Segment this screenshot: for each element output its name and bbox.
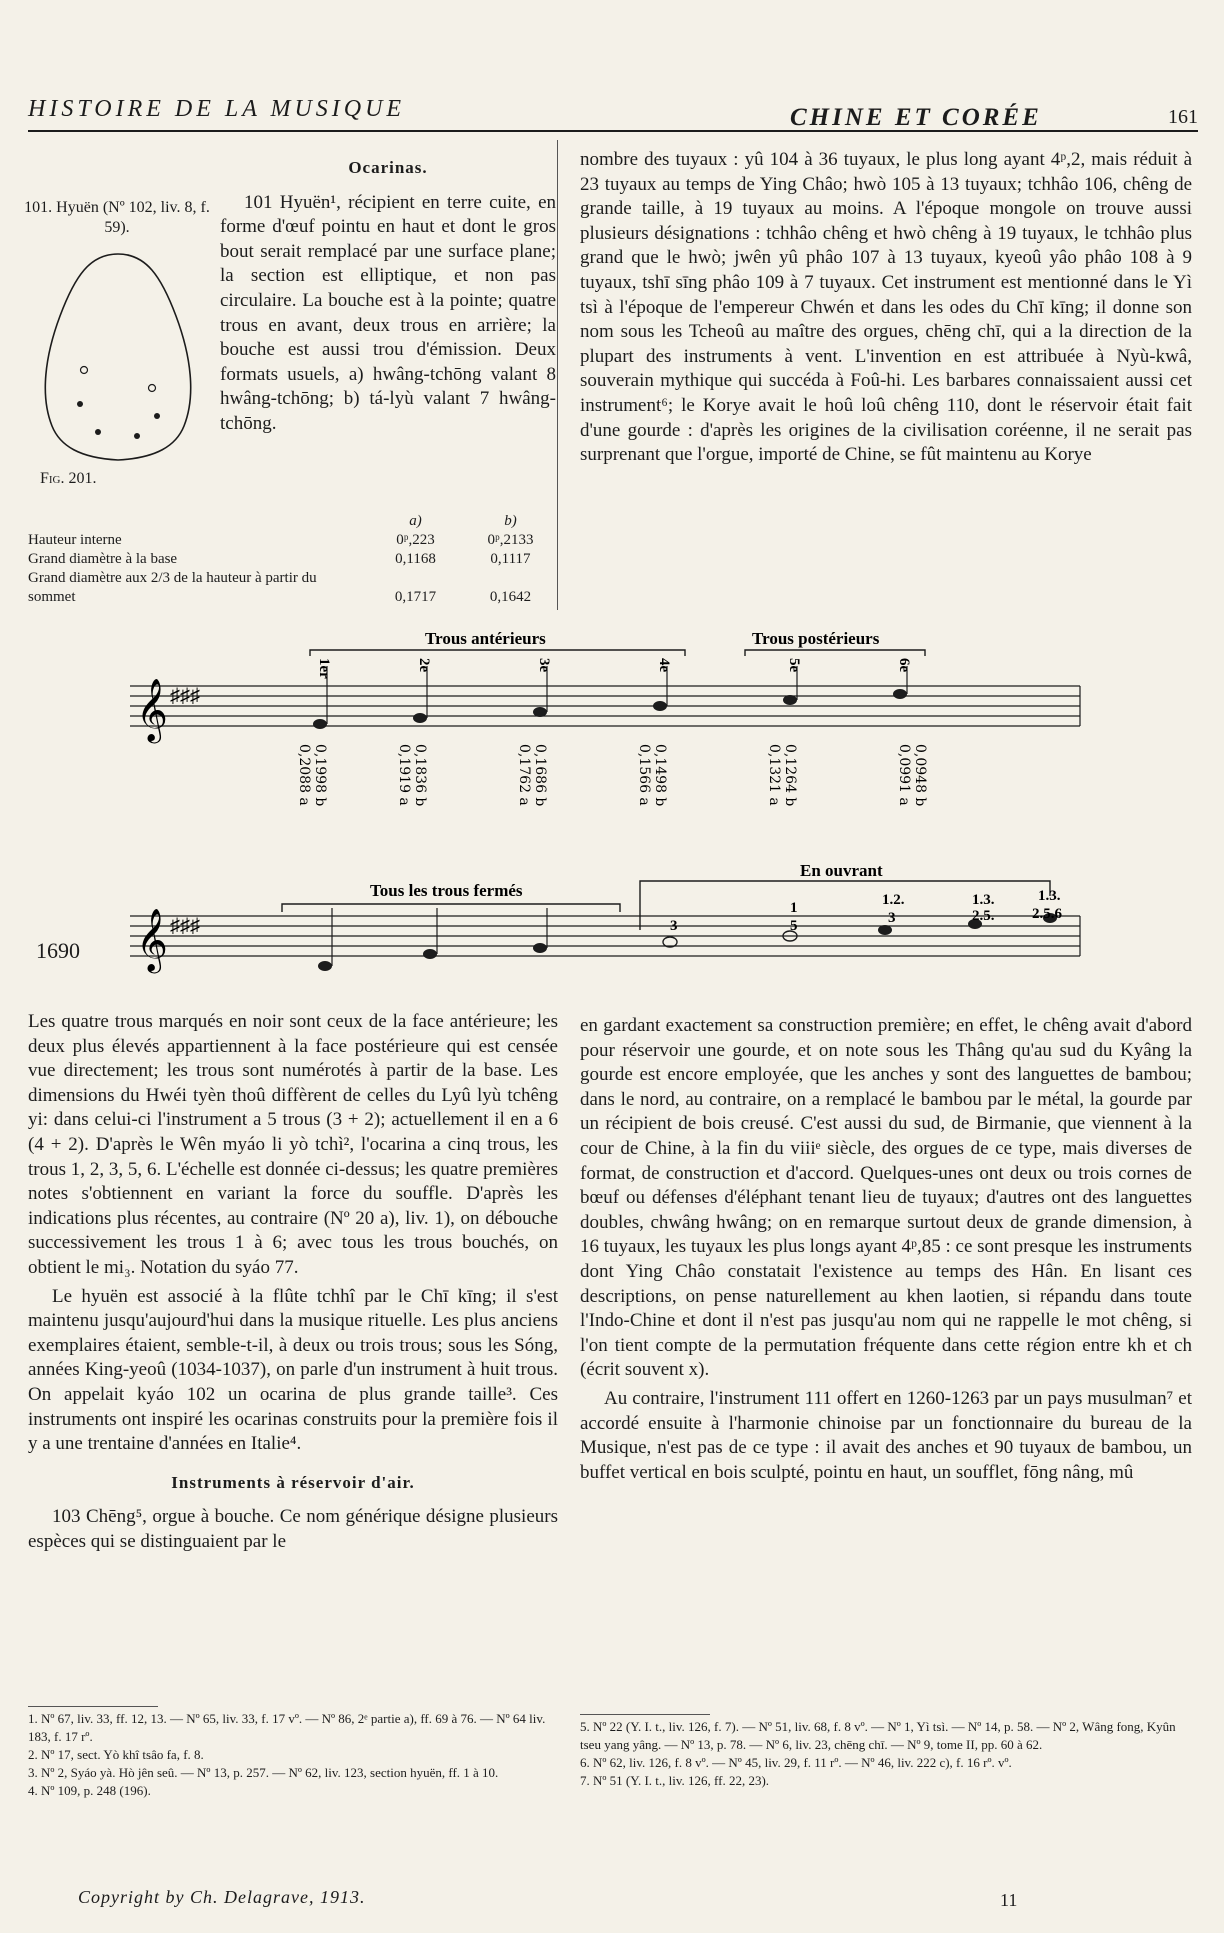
right-col-bottom	[580, 1014, 1192, 1489]
footnote-rule	[580, 1714, 710, 1715]
notation-number: 1690	[36, 938, 80, 963]
paragraph-hyuen-history: Le hyuën est associé à la flûte tchhî par le Chī kīng; il s'est maintenu jusqu'aujourd'hui dans la musique rituelle. Les plus anciens exemplaires étaient, semble-t-il, à deux ou trois trous; sous les Sóng, années King-yeoû (1034-1037), on parle d'un instrument à huit trous. On appelait kyáo 102 un ocarina de plus grande taille³. Ces instruments ont inspiré les ocarinas construits pour la première fois il y a une trentaine d'années en Italie⁴.	[28, 1285, 558, 1455]
hole-label: 6e	[896, 658, 912, 673]
footnote: 7. Nº 51 (Y. I. t., liv. 126, ff. 22, 23).	[580, 1773, 770, 1788]
svg-text:0,1321 a: 0,1321 a	[766, 744, 782, 806]
signature-mark: 11	[1000, 1890, 1018, 1910]
svg-text:𝄞: 𝄞	[136, 908, 168, 971]
svg-text:1: 1	[790, 900, 798, 916]
svg-text:0,1566 a: 0,1566 a	[636, 744, 652, 806]
figure-label: Fig. 201.	[40, 470, 97, 487]
label-opening: En ouvrant	[800, 861, 883, 880]
hole-label: 3e	[536, 658, 552, 673]
footnote: 4. Nº 109, p. 248 (196).	[28, 1783, 151, 1798]
opening-marks	[670, 888, 1063, 934]
hole-label: 1er	[316, 658, 332, 679]
hole-dimensions	[296, 744, 928, 806]
svg-text:1.3.: 1.3.	[972, 892, 995, 908]
svg-text:0,1264 b: 0,1264 b	[782, 744, 798, 807]
section-heading-reservoir: Instruments à réservoir d'air.	[171, 1472, 415, 1492]
dimension-table	[28, 512, 558, 607]
label-back-holes: Trous postérieurs	[752, 629, 880, 648]
music-notation	[20, 626, 1200, 986]
svg-text:2.5.6: 2.5.6	[1032, 906, 1062, 922]
hole-label: 2e	[416, 658, 432, 673]
col-a-header: a)	[409, 513, 422, 529]
running-head-right: CHINE ET CORÉE	[790, 104, 1042, 131]
column-divider	[557, 140, 558, 610]
svg-text:♯♯♯: ♯♯♯	[170, 915, 200, 937]
svg-text:1.3.: 1.3.	[1038, 888, 1061, 904]
svg-text:3: 3	[670, 918, 678, 934]
label-front-holes: Trous antérieurs	[425, 629, 546, 648]
section-heading-ocarinas: Ocarinas.	[348, 158, 428, 177]
paragraph-hyuen: 101 Hyuën¹, récipient en terre cuite, en forme d'œuf pointu en haut et dont le gros bout serait remplacé par une surface plane; la section est elliptique, et non pas circulaire. La bouche est à la pointe; quatre trous en avant, deux trous en arrière; la bouche est aussi trou d'émission. Deux formats usuels, a) hwâng-tchōng valant 8 hwâng-tchōng; b) tá-lyù valant 7 hwâng-tchōng.	[220, 191, 556, 434]
figure-caption: 101. Hyuën (Nº 102, liv. 8, f. 59).	[24, 199, 210, 236]
svg-text:0,1919 a: 0,1919 a	[396, 744, 412, 806]
footnote: 2. Nº 17, sect. Yò khî tsâo fa, f. 8.	[28, 1747, 204, 1762]
svg-text:0,0991 a: 0,0991 a	[896, 744, 912, 806]
footnote: 6. Nº 62, liv. 126, f. 8 vº. — Nº 45, liv. 29, f. 11 rº. — Nº 46, liv. 222 c), f. 16 rº. vº.	[580, 1755, 1012, 1770]
svg-text:0,1686 b: 0,1686 b	[532, 744, 548, 807]
page-number: 161	[1168, 106, 1198, 128]
table-row: Grand diamètre aux 2/3 de la hauteur à partir du sommet 0,1717 0,1642	[28, 570, 532, 605]
paragraph-cheng-types: nombre des tuyaux : yû 104 à 36 tuyaux, le plus long ayant 4ᵖ,2, mais réduit à 23 tuyaux au temps de Ying Châo; hwò 105 à 13 tuyaux; tchhâo 106, chêng de grande taille, à 19 tuyaux au moins. A l'époque mongole on trouve aussi plusieurs désignations : tchhâo chêng et hwò chêng à 19 tuyaux, le tchhâo plus grand que le hwò; jwên yû phâo 107 à 13 tuyaux, kyeoû yâo phâo 108 à 9 tuyaux, tshī sīng phâo 109 à 7 tuyaux. Cet instrument est mentionné dans le Yì tsì à l'époque de l'empereur Chwén et dans les odes du Chī kīng; il donne son nom sous les Tcheoû au maître des orgues, chēng chī, qui a la direction de la plupart des instruments à vent. L'invention en est attribuée à Nyù-kwâ, souverain mythique qui succéda à Foû-hi. Les barbares connaissaient aussi cet instrument⁶; le Korye avait le hoû loû chêng 110, dont le réservoir était fait d'une gourde : d'après les origines de la civilisation coréenne, il ne serait pas surprenant que l'orgue, importé de Chine, se fût maintenu au Korye	[580, 149, 1192, 466]
hole-label: 5e	[786, 658, 802, 673]
paragraph-musulman: Au contraire, l'instrument 111 offert en 1260-1263 par un pays musulman⁷ et accordé ensuite à l'harmonie chinoise par un fonctionnaire du bureau de la Musique, n'est pas de ce type : il avait des anches et 90 tuyaux de bambou, un buffet vertical en bois sculpté, pointu en haut, un soufflet, fōng nâng, mû	[580, 1387, 1192, 1483]
svg-text:♯♯♯: ♯♯♯	[170, 685, 200, 707]
hole-numbers	[316, 658, 912, 679]
footnote: 3. Nº 2, Syáo yà. Hò jên seû. — Nº 13, p. 257. — Nº 62, liv. 123, section hyuën, ff. 1 à 10.	[28, 1765, 499, 1780]
header-rule	[28, 130, 1198, 132]
copyright-line: Copyright by Ch. Delagrave, 1913.	[78, 1887, 366, 1907]
svg-text:0,1498 b: 0,1498 b	[652, 744, 668, 807]
table-row: Hauteur interne 0ᵖ,223 0ᵖ,2133	[28, 532, 534, 548]
left-col-bottom	[28, 1010, 558, 1558]
table-row: Grand diamètre à la base 0,1168 0,1117	[28, 551, 531, 567]
svg-text:0,1998 b: 0,1998 b	[312, 744, 328, 807]
paragraph-holes: Les quatre trous marqués en noir sont ceux de la face antérieure; les deux plus élevés appartiennent à la face postérieure qui est censée vue directement; les trous sont numérotés à partir de la base. Les dimensions du Hwéi tyèn thoû diffèrent de celles du Lyû lyù tchêng yi: dans celui-ci l'instrument a 5 trous (3 + 2); actuellement il en a 6 (4 + 2). D'après le Wên myáo li yò tchì², l'ocarina a cinq trous, les trous 1, 2, 3, 5, 6. L'échelle est donnée ci-dessus; les quatre premières notes s'obtiennent en variant la force du souffle. D'après les indications plus récentes, au contraire (Nº 20 a), liv. 1), on débouche successivement les trous 1 à 6; avec tous les trous bouchés, on obtient le mi₃. Notation du syáo 77.	[28, 1011, 558, 1278]
paragraph-gourde: en gardant exactement sa construction première; en effet, le chêng avait d'abord pour réservoir une gourde, et on note sous les Thâng qu'au sud du Kyâng la gourde est encore employée, que les anches y sont des languettes de bambou; dans le nord, au contraire, on a remplacé le bambou par le métal, la gourde par un récipient de bois creusé. C'est aussi du sud, de Birmanie, que viennent à la cour de Chine, à la fin du viiiᵉ siècle, des orgues de ce type, mais diverses de format, de construction et d'accord. Quelques-unes ont deux ou trois cornes de bœuf ou défenses d'éléphant tenant lieu de tuyaux; d'autres ont des languettes doubles, chwâng hwâng; on en remarque surtout deux de grande dimension, à 16 tuyaux, les tuyaux les plus longs ayant 4ᵖ,85 : ce sont presque les instruments dont Ying Châo constatait l'existence au temps des Hân. En lisant ces descriptions, on pense naturellement au khen laotien, si répandu dans toute l'Indo-Chine et dont il n'est pas jusqu'au nom qui ne rappelle le mot chêng, si l'on tient compte de la permutation fréquente dans cette région entre kh et ch (écrit souvent x).	[580, 1015, 1192, 1381]
footnote: 1. Nº 67, liv. 33, ff. 12, 13. — Nº 65, liv. 33, f. 17 vº. — Nº 86, 2ᵉ partie a), ff. 69 à 76. — Nº 64 liv. 183, f. 17 rº.	[28, 1711, 546, 1744]
footnote-rule	[28, 1706, 158, 1707]
label-all-closed: Tous les trous fermés	[370, 881, 523, 900]
svg-text:0,2088 a: 0,2088 a	[296, 744, 312, 806]
svg-text:5: 5	[790, 918, 798, 934]
svg-text:𝄞: 𝄞	[136, 678, 168, 741]
ocarina-figure	[30, 246, 205, 466]
svg-text:3: 3	[888, 910, 896, 926]
svg-text:1.2.: 1.2.	[882, 892, 905, 908]
svg-text:0,1762 a: 0,1762 a	[516, 744, 532, 806]
footnote: 5. Nº 22 (Y. I. t., liv. 126, f. 7). — Nº 51, liv. 68, f. 8 vº. — Nº 1, Yì tsì. — Nº 14, p. 58. — Nº 2, Wâng fong, Kyûn tseu yang yâng. — Nº 13, p. 78. — Nº 6, liv. 23, chēng chī. — Nº 9, tome II, pp. 60 à 62.	[580, 1719, 1176, 1752]
hole-label: 4e	[656, 658, 672, 673]
right-col-top	[580, 148, 1192, 472]
footnotes-right	[580, 1718, 1192, 1790]
svg-text:2.5.: 2.5.	[972, 908, 995, 924]
left-col-top	[220, 150, 556, 441]
svg-text:0,1836 b: 0,1836 b	[412, 744, 428, 807]
col-b-header: b)	[504, 513, 517, 529]
running-head-left: HISTOIRE DE LA MUSIQUE	[28, 96, 406, 122]
staff-lower	[130, 881, 1080, 974]
staff-upper	[130, 650, 1080, 744]
footnotes-left	[28, 1710, 558, 1800]
svg-text:0,0948 b: 0,0948 b	[912, 744, 928, 807]
paragraph-cheng: 103 Chēng⁵, orgue à bouche. Ce nom générique désigne plusieurs espèces qui se distinguaient par le	[28, 1506, 558, 1552]
